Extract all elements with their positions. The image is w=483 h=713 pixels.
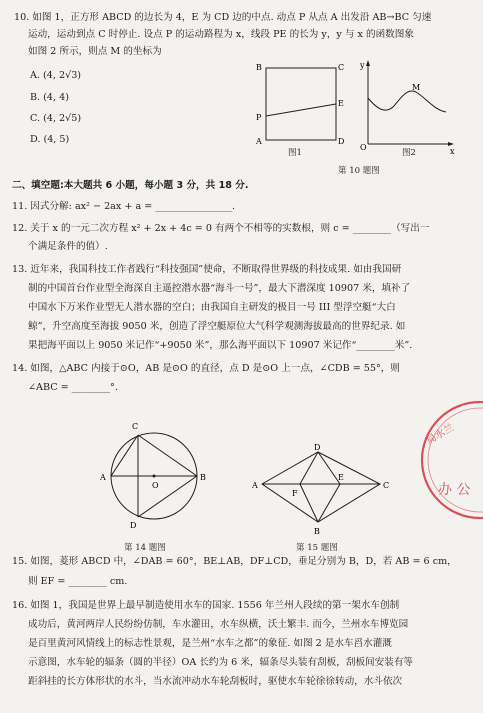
q15-line-2: 则 EF = ________ cm. — [28, 576, 128, 587]
q16-line-2: 成功后，黄河两岸人民纷纷仿制，车水灌田，水车纵横，沃土繁丰. 而今，兰州水车博览园 — [28, 619, 409, 630]
q10-line-2: 运动，运动到点 C 时停止. 设点 P 的运动路程为 x，线段 PE 的长为 y，y 与 x 的函数图象 — [28, 29, 414, 40]
q13-line-5: 果把海平面以上 9050 米记作“+9050 米”，那么海平面以下 10907 米记作“________米”. — [28, 340, 413, 351]
q13-line-4: 鲸”，升空高度至海拔 9050 米，创造了浮空艇原位大气科学观测海拔最高的世界纪录. 如 — [28, 321, 406, 332]
q10-option-d: D. (4, 5) — [30, 134, 70, 145]
q15-line-1: 15. 如图，菱形 ABCD 中，∠DAB = 60°，BE⊥AB，DF⊥CD，垂足分别为 B，D，若 AB = 6 cm， — [12, 556, 457, 567]
svg-text:A: A — [256, 137, 262, 146]
svg-text:O: O — [360, 143, 367, 152]
svg-text:A: A — [100, 473, 106, 482]
svg-text:E: E — [338, 99, 344, 108]
q10-fig1-caption: 图1 — [288, 148, 302, 158]
q10-option-c: C. (4, 2√5) — [30, 113, 82, 124]
svg-text:C: C — [383, 481, 390, 490]
q10-figure-caption: 第 10 题图 — [338, 166, 380, 176]
svg-text:E: E — [338, 473, 344, 482]
q10-line-3: 如图 2 所示，则点 M 的坐标为 — [28, 46, 162, 57]
q14-figure — [94, 418, 212, 534]
red-seal-stamp — [410, 390, 483, 530]
q16-line-4: 示意图，水车轮的辐条（圆的半径）OA 长约为 6 米，辐条尽头装有刮板，刮板间安装有等 — [28, 657, 414, 668]
svg-text:F: F — [292, 489, 298, 498]
q12-line-1: 12. 关于 x 的一元二次方程 x² + 2x + 4c = 0 有两个不相等的实数根，则 c = ________（写出一 — [12, 223, 430, 234]
q16-line-5: 距斜挂的长方体形状的水斗，当水流冲动水车轮刮板时，驱使水车轮徐徐转动，水斗依次 — [28, 676, 403, 687]
svg-text:A: A — [252, 481, 258, 490]
q13-line-1: 13. 近年来，我国科技工作者践行“科技强国”使命，不断取得世界级的科技成果. 如由我国研 — [12, 264, 402, 275]
q10-fig2-caption: 图2 — [402, 148, 416, 158]
q14-line-2: ∠ABC = ________°. — [28, 382, 118, 393]
q10-line-1: 10. 如图 1，正方形 ABCD 的边长为 4，E 为 CD 边的中点. 动点 P 从点 A 出发沿 AB→BC 匀速 — [14, 12, 432, 23]
svg-text:B: B — [314, 527, 320, 536]
q13-line-3: 中国水下万米作业型无人潜水器的空白；由我国自主研发的极目一号 III 型浮空艇“大白 — [28, 302, 396, 313]
svg-text:B: B — [200, 473, 206, 482]
svg-text:M: M — [412, 83, 421, 92]
svg-text:D: D — [130, 521, 137, 530]
q10-option-a: A. (4, 2√3) — [30, 70, 82, 81]
q10-figure-2 — [356, 58, 456, 158]
section-2-title: 二、填空题:本大题共 6 小题，每小题 3 分，共 18 分. — [12, 180, 249, 191]
svg-text:x: x — [450, 147, 455, 156]
q15-figure — [252, 444, 400, 536]
svg-text:D: D — [314, 444, 321, 452]
svg-text:局水兰: 局水兰 — [424, 422, 457, 447]
q15-figure-caption: 第 15 题图 — [296, 543, 338, 553]
q16-line-1: 16. 如图 1，我国是世界上最早制造使用水车的国家. 1556 年兰州人段续的第一架水车创制 — [12, 600, 400, 611]
stamp-text: 办 公 — [438, 482, 471, 498]
q16-line-3: 是百里黄河风情线上的标志性景观，是兰州“水车之都”的象征. 如图 2 是水车舀水灌溉 — [28, 638, 392, 649]
svg-text:y: y — [360, 61, 365, 70]
svg-text:C: C — [132, 422, 139, 431]
svg-text:O: O — [152, 481, 159, 490]
q10-figure-1 — [252, 58, 344, 158]
q11-text: 11. 因式分解: ax² − 2ax + a = ________________. — [12, 201, 236, 212]
q14-line-1: 14. 如图，△ABC 内接于⊙O，AB 是⊙O 的直径，点 D 是⊙O 上一点，∠CDB = 55°，则 — [12, 363, 400, 374]
svg-text:D: D — [338, 137, 344, 146]
q12-line-2: 个满足条件的值）. — [28, 241, 108, 252]
svg-text:C: C — [338, 63, 344, 72]
q10-option-b: B. (4, 4) — [30, 92, 69, 103]
svg-text:B: B — [256, 63, 262, 72]
svg-text:P: P — [256, 113, 262, 122]
q13-line-2: 制的中国首台作业型全海深自主遥控潜水器“海斗一号”，最大下潜深度 10907 米，填补了 — [28, 283, 411, 294]
q14-figure-caption: 第 14 题图 — [124, 543, 166, 553]
